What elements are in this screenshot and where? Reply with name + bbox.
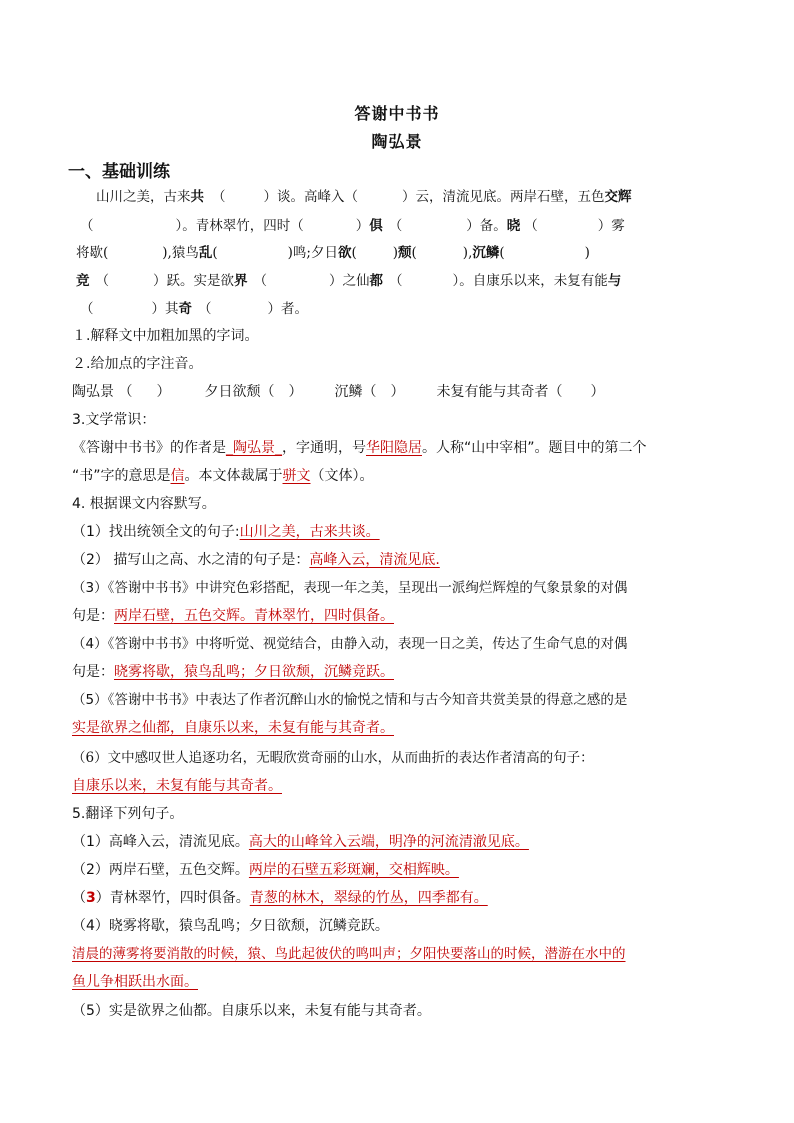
text: ),猿鸟 [162,245,199,261]
question-4-1 [72,523,380,541]
text: )鸣;夕日 [287,245,338,261]
question-5-3 [72,889,488,907]
bold-word: 乱 [198,245,213,261]
question-4-4-line-2 [72,663,394,681]
document-author: 陶弘景 [371,132,423,151]
text: （ [198,301,212,317]
answer: 青葱的林木，翠绿的竹丛，四季都有。 [249,890,488,906]
text: 。人称“山中宰相”。题目中的第二个 [422,440,647,456]
question-5-1 [72,833,529,851]
bold-word: 沉鳞 [472,245,500,261]
text: ） [156,384,171,400]
text: ）备。 [466,218,507,234]
text: 《答谢中书书》的作者是 [72,440,226,456]
text: （ [212,189,226,205]
document-title: 答谢中书书 [354,104,440,123]
text: （文体）。 [310,468,374,484]
text: （ [388,218,403,234]
text: （ [253,273,267,289]
question-1: １.解释文中加粗加黑的字词。 [72,328,259,344]
bold-word: 晓 [506,218,521,234]
passage-line-4 [76,272,621,290]
text: ）。青林翠竹，四时（ [175,218,304,234]
text: （ [524,218,538,234]
section-heading: 一、基础训练 [68,162,170,182]
question-5-head: 5.翻译下列句子。 [72,806,184,822]
answer: 两岸的石壁五彩斑斓，交相辉映。 [248,862,459,878]
question-5-2 [72,861,459,879]
answer: 华阳隐居 [366,440,422,456]
answer: 山川之美，古来共谈。 [239,524,380,540]
text: （ [80,218,94,234]
text: ）之仙 [329,273,370,289]
text: （1）找出统领全文的句子: [72,524,240,540]
text: 陶弘景 （ [72,384,133,400]
question-4-2 [72,551,440,569]
question-4-5-line-2 [72,719,394,737]
answer: 鱼儿争相跃出水面。 [72,974,198,990]
passage-line-3 [76,244,590,262]
passage-line-1 [96,188,632,206]
bold-word: 都 [369,273,383,289]
text: 将歇( [76,245,109,261]
text: ）谈。高峰入（ [263,189,358,205]
text: 山川之美，古来 [96,189,191,205]
text: ( [411,245,417,261]
text: ）云，清流见底。两岸石壁，五色 [402,189,605,205]
text: （ [389,273,403,289]
text: 沉鳞（ [334,384,377,400]
answer: 晓雾将歇，猿鸟乱鸣；夕日欲颓，沉鳞竞跃。 [114,664,394,680]
text: ), [462,245,473,261]
text: ） [355,218,370,234]
bold-word: 俱 [369,218,383,234]
text: ( [212,245,218,261]
answer: 信 [170,468,185,484]
text: ( [351,245,357,261]
passage-line-2 [80,217,625,235]
text: （1）高峰入云，清流见底。 [72,834,249,850]
text: ） [288,384,303,400]
answer: 两岸石壁，五色交辉。青林翠竹，四时俱备。 [114,608,394,624]
bold-word: 奇 [178,301,192,317]
text: （2） 描写山之高、水之清的句子是： [72,552,310,568]
answer: 高峰入云，清流见底. [309,552,440,568]
text: “书”字的意思是 [72,468,171,484]
text: ，字通明，号 [282,440,366,456]
question-4-5-line-1: （5）《答谢中书书》中表达了作者沉醉山水的愉悦之情和与古今知音共赏美景的得意之感的是 [72,692,628,708]
text: ） [590,384,605,400]
question-5-4-answer-line-2 [72,973,198,991]
text: ( [499,245,505,261]
red-number: 3 [86,890,96,906]
text: （ [80,301,94,317]
question-4-6-line-2 [72,777,282,795]
pinyin-row [72,383,604,401]
question-3-line-2 [72,467,374,485]
text: ）青林翠竹，四时俱备。 [95,890,250,906]
text: ） [390,384,405,400]
answer: 高大的山峰耸入云端，明净的河流清澈见底。 [248,834,529,850]
answer: 清晨的薄雾将要消散的时候，猿、鸟此起彼伏的鸣叫声；夕阳快要落山的时候，潜游在水中的 [72,946,626,962]
question-5-4: （4）晓雾将歇，猿鸟乱鸣；夕日欲颓，沉鳞竞跃。 [72,918,389,934]
text: 。本文体裁属于 [184,468,283,484]
question-4-3-line-1: （3）《答谢中书书》中讲究色彩搭配，表现一年之美，呈现出一派绚烂辉煌的气象景象的对偶 [72,580,628,596]
text: ）者。 [267,301,308,317]
answer: _陶弘景_ [226,440,282,456]
text: ）。自康乐以来，未复有能 [452,273,608,289]
question-3-head: 3.文学常识： [72,412,156,428]
answer: 实是欲界之仙都，自康乐以来，未复有能与其奇者。 [72,720,394,736]
text: （ [72,890,86,906]
question-4-head: 4. 根据课文内容默写。 [72,496,216,512]
question-2: ２.给加点的字注音。 [72,356,203,372]
bold-word: 颓 [398,245,412,261]
text: 夕日欲颓（ [204,384,275,400]
bold-word: 竞 [76,273,90,289]
text: （ [95,273,109,289]
text: ) [584,245,590,261]
question-3-line-1 [72,439,647,457]
text: ) [392,245,399,261]
bold-word: 交辉 [604,189,632,205]
bold-word: 与 [607,273,622,289]
question-4-3-line-2 [72,607,394,625]
bold-word: 欲 [337,245,352,261]
text: ）跃。实是欲 [153,273,234,289]
question-4-4-line-1: （4）《答谢中书书》中将听觉、视觉结合，由静入动，表现一日之美，传达了生命气息的对偶 [72,636,628,652]
text: 句是： [72,608,114,624]
question-5-4-answer-line-1 [72,945,626,963]
text: 句是： [72,664,114,680]
bold-word: 共 [190,189,204,205]
question-5-5: （5）实是欲界之仙都。自康乐以来，未复有能与其奇者。 [72,1003,431,1019]
bold-word: 界 [234,273,248,289]
passage-line-5 [80,300,308,318]
text: ）其 [151,301,179,317]
answer: 骈文 [282,468,311,484]
question-4-6-line-1: （6）文中感叹世人追逐功名，无暇欣赏奇丽的山水，从而曲折的表达作者清高的句子： [72,750,594,766]
text: （2）两岸石壁，五色交辉。 [72,862,249,878]
answer: 自康乐以来，未复有能与其奇者。 [72,778,282,794]
text: 未复有能与其奇者（ [436,384,563,400]
text: ）雾 [597,218,625,234]
